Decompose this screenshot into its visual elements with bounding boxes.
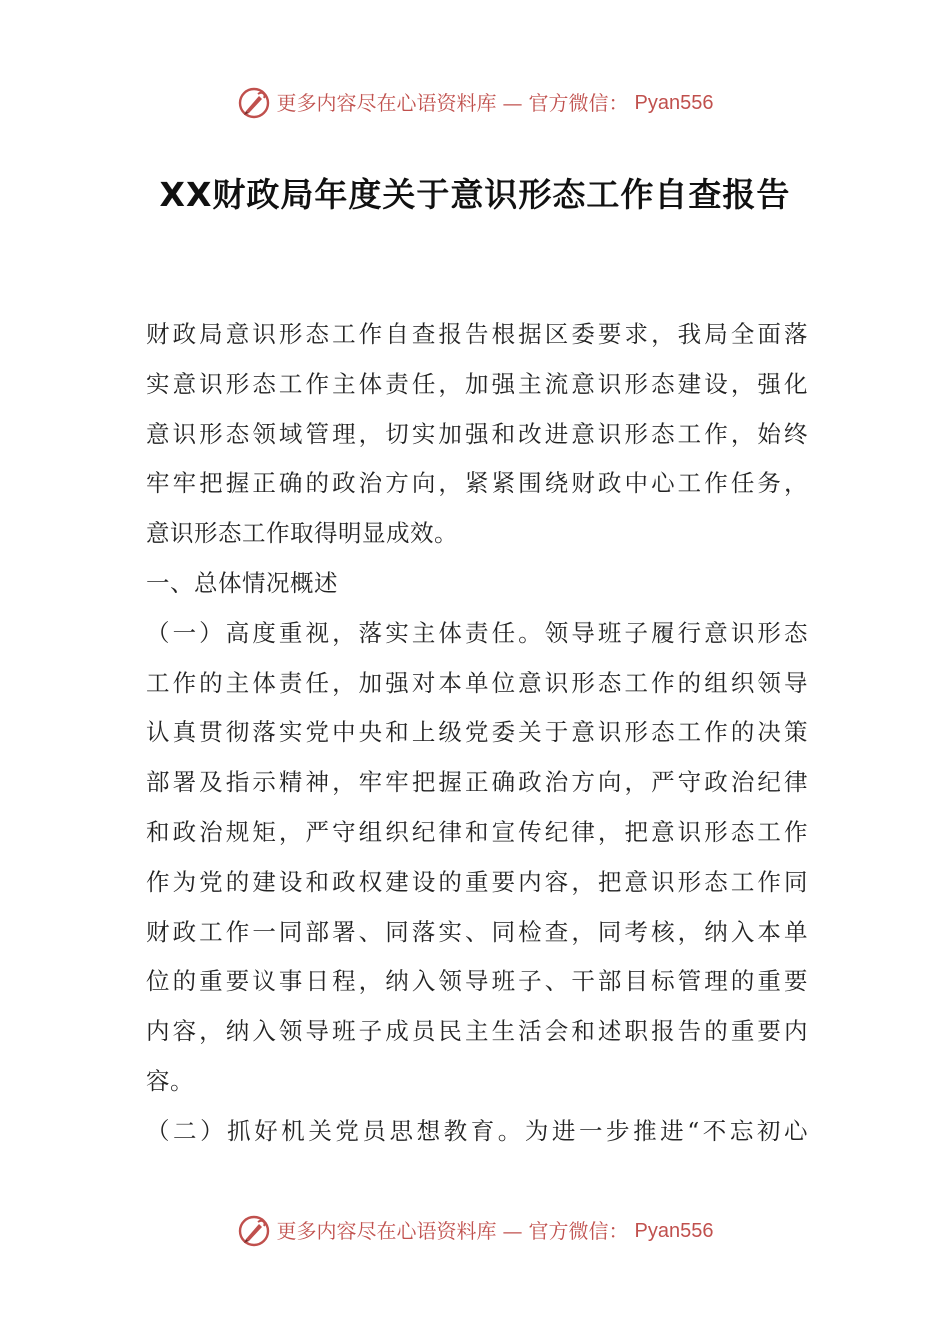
watermark-contact-label: 官方微信： bbox=[528, 91, 629, 115]
body-line: 财政局意识形态工作自查报告根据区委要求，我局全面落 bbox=[146, 320, 808, 348]
footer-watermark bbox=[0, 1214, 950, 1248]
watermark-contact-id: Pyan556 bbox=[634, 1220, 714, 1242]
watermark-contact-label: 官方微信： bbox=[528, 1219, 629, 1243]
body-line: （一）高度重视，落实主体责任。领导班子履行意识形态 bbox=[146, 618, 808, 647]
body-line: 牢牢把握正确的政治方向，紧紧围绕财政中心工作任务， bbox=[146, 469, 808, 498]
body-line: （二）抓好机关党员思想教育。为进一步推进“不忘初心 bbox=[146, 1116, 808, 1145]
document-title: XX财政局年度关于意识形态工作自查报告 bbox=[159, 175, 791, 214]
watermark-separator: — bbox=[502, 1219, 523, 1243]
body-line: 财政工作一同部署、同落实、同检查，同考核，纳入本单 bbox=[146, 917, 808, 946]
body-line: 位的重要议事日程，纳入领导班子、干部目标管理的重要 bbox=[146, 967, 808, 996]
body-line: 一、总体情况概述 bbox=[146, 568, 338, 597]
watermark-text: 更多内容尽在心语资料库 bbox=[276, 1219, 497, 1243]
body-line: 作为党的建设和政权建设的重要内容，把意识形态工作同 bbox=[146, 867, 808, 896]
body-line: 部署及指示精神，牢牢把握正确政治方向，严守政治纪律 bbox=[146, 768, 808, 797]
body-line: 意识形态工作取得明显成效。 bbox=[146, 519, 458, 548]
pen-logo-icon bbox=[237, 1214, 271, 1248]
body-line: 和政治规矩，严守组织纪律和宣传纪律，把意识形态工作 bbox=[146, 817, 808, 846]
body-line: 认真贯彻落实党中央和上级党委关于意识形态工作的决策 bbox=[146, 718, 808, 747]
header-watermark bbox=[0, 86, 950, 120]
body-line: 工作的主体责任，加强对本单位意识形态工作的组织领导 bbox=[146, 668, 808, 697]
body-line: 容。 bbox=[146, 1066, 194, 1095]
document-body bbox=[146, 310, 808, 1157]
body-line: 内容，纳入领导班子成员民主生活会和述职报告的重要内 bbox=[146, 1017, 808, 1046]
watermark-text: 更多内容尽在心语资料库 bbox=[276, 91, 497, 115]
body-line: 意识形态领域管理，切实加强和改进意识形态工作，始终 bbox=[146, 419, 808, 448]
pen-logo-icon bbox=[237, 86, 271, 120]
body-line: 实意识形态工作主体责任，加强主流意识形态建设，强化 bbox=[146, 369, 808, 398]
watermark-separator: — bbox=[502, 91, 523, 115]
watermark-contact-id: Pyan556 bbox=[634, 92, 714, 114]
